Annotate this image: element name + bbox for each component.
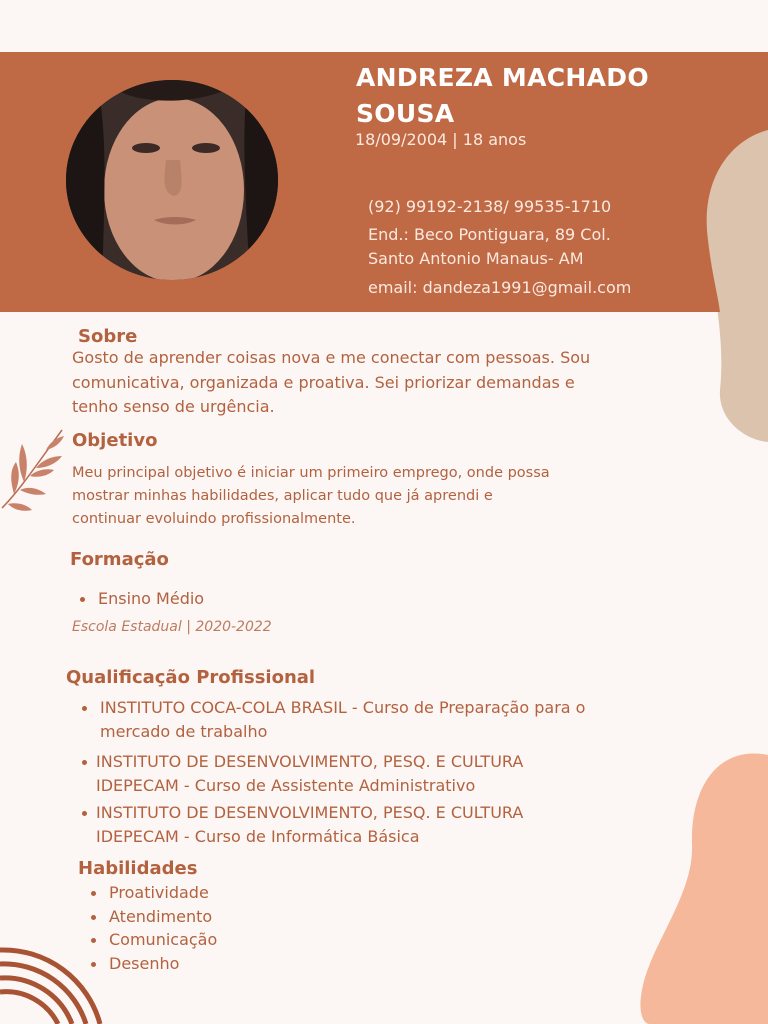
qualificacao-list <box>74 696 674 849</box>
list-item <box>74 801 674 849</box>
sobre-line: tenho senso de urgência. <box>72 397 275 416</box>
phone-number: (92) 99192-2138/ 99535-1710 <box>368 197 612 216</box>
objetivo-line: Meu principal objetivo é iniciar um primeiro emprego, onde possa <box>72 465 550 481</box>
qualificacao-item-line: INSTITUTO DE DESENVOLVIMENTO, PESQ. E CULTURA <box>96 803 524 822</box>
section-title-habilidades: Habilidades <box>78 858 198 879</box>
sobre-line: Gosto de aprender coisas nova e me conectar com pessoas. Sou <box>72 348 591 367</box>
address-line-2: Santo Antonio Manaus- AM <box>368 249 584 268</box>
section-title-qualificacao: Qualificação Profissional <box>66 667 316 688</box>
qualificacao-item-line: IDEPECAM - Curso de Assistente Administrativo <box>96 776 476 795</box>
qualificacao-item-line: INSTITUTO DE DESENVOLVIMENTO, PESQ. E CULTURA <box>96 752 524 771</box>
profile-photo <box>66 80 278 280</box>
name-line-1: ANDREZA MACHADO <box>356 63 649 92</box>
date-of-birth: 18/09/2004 | 18 anos <box>355 130 527 149</box>
formacao-list <box>72 587 204 611</box>
habilidades-list <box>83 881 217 976</box>
sobre-line: comunicativa, organizada e proativa. Sei priorizar demandas e <box>72 372 575 392</box>
list-item <box>74 750 674 798</box>
list-item <box>74 696 674 744</box>
leaf-branch-icon <box>0 420 70 515</box>
objetivo-line: continuar evoluindo profissionalmente. <box>72 511 356 527</box>
qualificacao-item-line: INSTITUTO COCA-COLA BRASIL - Curso de Preparação para o <box>100 698 586 717</box>
list-item: Proatividade <box>83 881 217 905</box>
section-title-objetivo: Objetivo <box>72 430 158 451</box>
objetivo-text <box>72 462 550 531</box>
qualificacao-item-line: mercado de trabalho <box>100 722 268 741</box>
objetivo-line: mostrar minhas habilidades, aplicar tudo que já aprendi e <box>72 488 493 504</box>
email-address: email: dandeza1991@gmail.com <box>368 278 632 297</box>
list-item: Comunicação <box>83 928 217 952</box>
formacao-detail: Escola Estadual | 2020-2022 <box>72 619 272 635</box>
list-item: Ensino Médio <box>72 587 204 611</box>
full-name <box>356 60 716 132</box>
sobre-text <box>72 346 590 420</box>
list-item: Desenho <box>83 952 217 976</box>
section-title-sobre: Sobre <box>78 326 138 347</box>
list-item: Atendimento <box>83 905 217 929</box>
address-line-1: End.: Beco Pontiguara, 89 Col. <box>368 225 611 244</box>
qualificacao-item-line: IDEPECAM - Curso de Informática Básica <box>96 827 420 846</box>
section-title-formacao: Formação <box>70 549 169 570</box>
name-line-2: SOUSA <box>356 99 455 128</box>
